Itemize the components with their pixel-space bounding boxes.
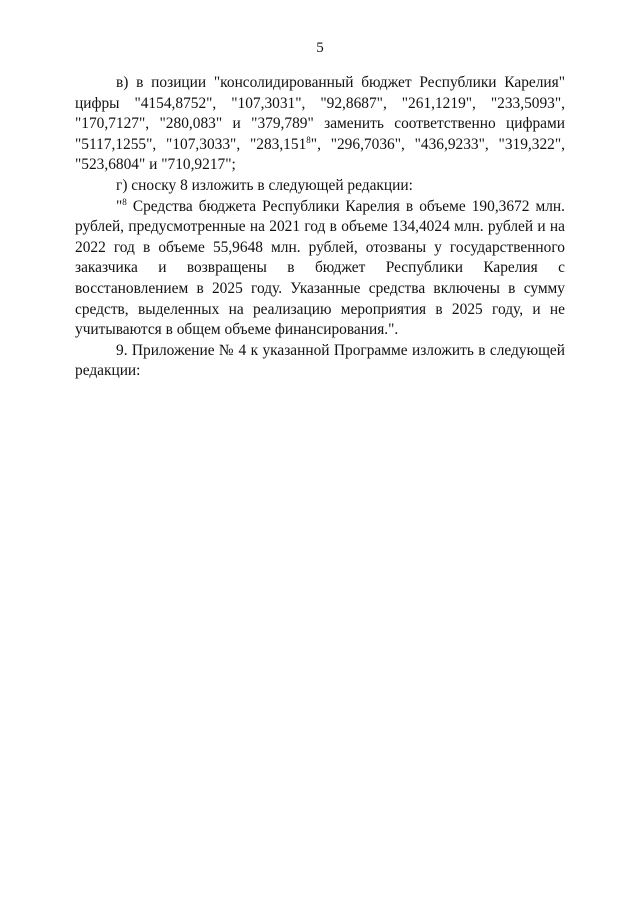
document-body xyxy=(75,73,565,382)
paragraph-appendix xyxy=(75,341,565,382)
paragraph-footnote-text xyxy=(75,197,565,341)
paragraph-text: ", "296,7036", "436,9233", "319,322", "523,6804" и "710,9217"; xyxy=(75,135,565,174)
paragraph-text: 9. Приложение № 4 к указанной Программе изложить в следующей редакции: xyxy=(75,341,565,380)
paragraph-footnote-instruction xyxy=(75,176,565,197)
paragraph-text: " xyxy=(116,197,123,215)
paragraph-consolidated-budget xyxy=(75,73,565,176)
paragraph-text: в) в позиции "консолидированный бюджет Республики Карелия" цифры "4154,8752", "107,3031", "92,8687", "261,1219", "233,5093", "170,7127", "280,083" и "379,789" заменить соответственно цифрами "5117,1255", "107,3033", "283,151 xyxy=(75,74,565,153)
footnote-marker: 8 xyxy=(306,134,311,145)
page-number: 5 xyxy=(316,40,324,56)
paragraph-text: г) сноску 8 изложить в следующей редакции: xyxy=(116,176,413,194)
paragraph-text: Средства бюджета Республики Карелия в объеме 190,3672 млн. рублей, предусмотренные на 2021 год в объеме 134,4024 млн. рублей и на 2022 год в объеме 55,9648 млн. рублей, отозваны у государственного заказчика и возвращены в бюджет Республики Карелия с восстановлением в 2025 году. Указанные средства включены в сумму средств, выделенных на реализацию мероприятия в 2025 году, и не учитываются в общем объеме финансирования.". xyxy=(75,197,565,339)
footnote-marker: 8 xyxy=(122,196,127,207)
